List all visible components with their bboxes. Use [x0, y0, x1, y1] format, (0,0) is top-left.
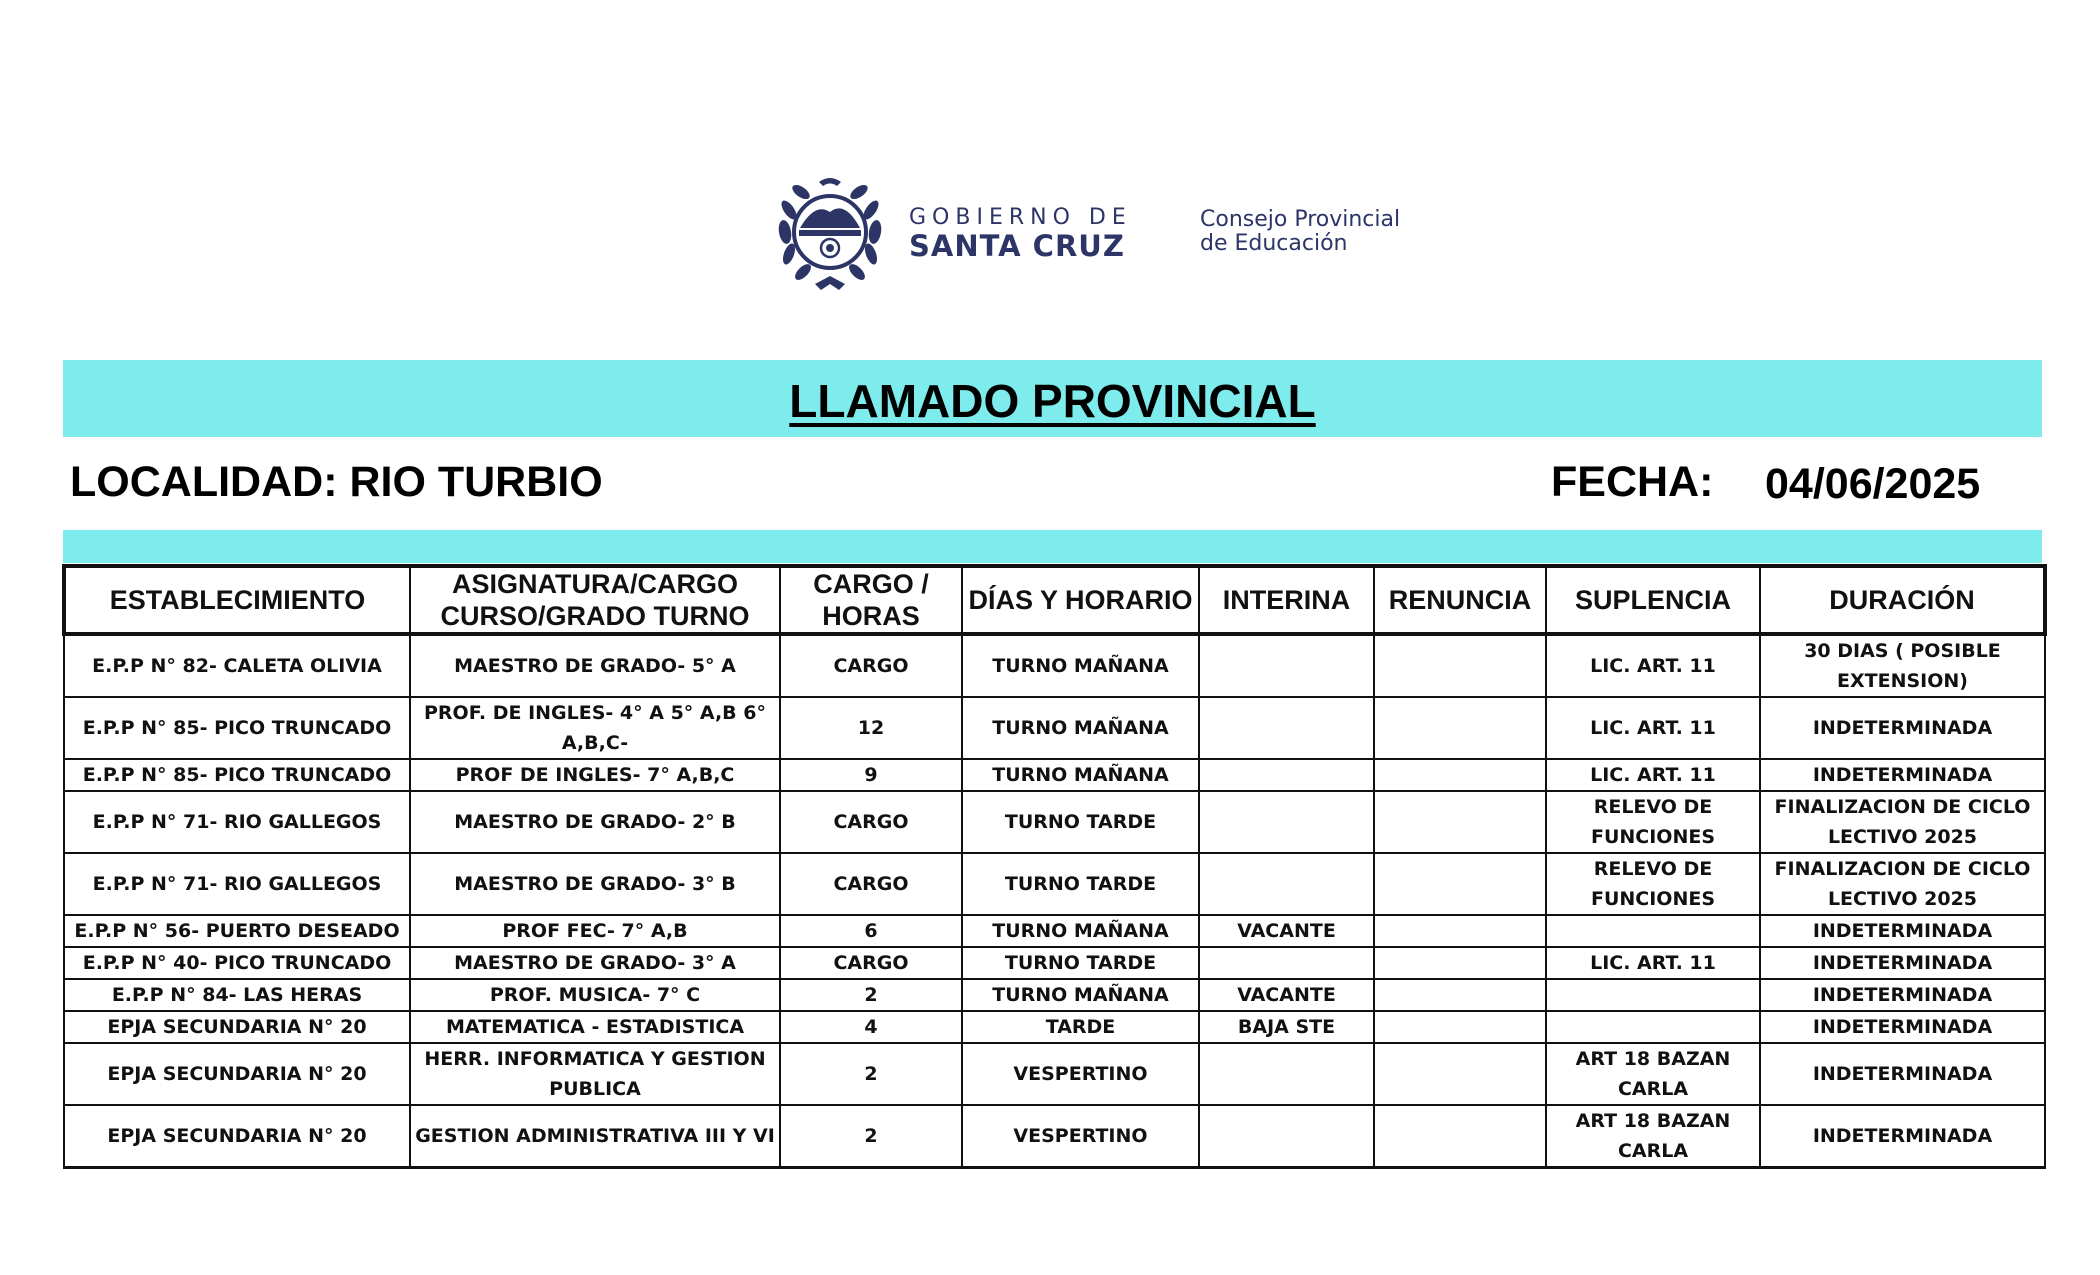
cell-interina — [1199, 1105, 1374, 1168]
cell-dias-horario: TURNO MAÑANA — [962, 697, 1199, 759]
cell-renuncia — [1374, 947, 1546, 979]
cell-asignatura: MAESTRO DE GRADO- 3° B — [410, 853, 780, 915]
cell-renuncia — [1374, 791, 1546, 853]
consejo-line2: de Educación — [1200, 231, 1348, 256]
cell-cargo-horas: 12 — [780, 697, 962, 759]
cell-dias-horario: VESPERTINO — [962, 1043, 1199, 1105]
table-row — [64, 1011, 2045, 1043]
table-row — [64, 1043, 2045, 1105]
cell-asignatura: PROF. DE INGLES- 4° A 5° A,B 6° A,B,C- — [410, 697, 780, 759]
cell-establecimiento: E.P.P N° 85- PICO TRUNCADO — [64, 697, 410, 759]
cell-establecimiento: EPJA SECUNDARIA N° 20 — [64, 1011, 410, 1043]
cell-suplencia — [1546, 979, 1760, 1011]
cell-interina — [1199, 1043, 1374, 1105]
cell-asignatura: PROF. MUSICA- 7° C — [410, 979, 780, 1011]
cell-cargo-horas: 4 — [780, 1011, 962, 1043]
table-row — [64, 853, 2045, 915]
cell-dias-horario: TURNO MAÑANA — [962, 759, 1199, 791]
cell-establecimiento: EPJA SECUNDARIA N° 20 — [64, 1105, 410, 1168]
cell-suplencia: LIC. ART. 11 — [1546, 634, 1760, 697]
col-header-cargo-horas: CARGO / HORAS — [780, 566, 962, 634]
table-header-row — [64, 566, 2045, 634]
cell-cargo-horas: 2 — [780, 1105, 962, 1168]
gobierno-de-text: GOBIERNO DE — [909, 205, 1132, 230]
cell-suplencia: ART 18 BAZAN CARLA — [1546, 1105, 1760, 1168]
localidad-label: LOCALIDAD: RIO TURBIO — [70, 458, 603, 506]
col-header-interina: INTERINA — [1199, 566, 1374, 634]
col-header-duracion: DURACIÓN — [1760, 566, 2045, 634]
table-row — [64, 697, 2045, 759]
cell-duracion: INDETERMINADA — [1760, 759, 2045, 791]
cell-interina: VACANTE — [1199, 979, 1374, 1011]
cell-establecimiento: EPJA SECUNDARIA N° 20 — [64, 1043, 410, 1105]
cell-dias-horario: TURNO MAÑANA — [962, 979, 1199, 1011]
cell-asignatura: PROF FEC- 7° A,B — [410, 915, 780, 947]
cell-renuncia — [1374, 1043, 1546, 1105]
cell-renuncia — [1374, 634, 1546, 697]
cell-dias-horario: TARDE — [962, 1011, 1199, 1043]
consejo-wordmark — [1200, 208, 1400, 256]
cell-asignatura: MATEMATICA - ESTADISTICA — [410, 1011, 780, 1043]
table-row — [64, 915, 2045, 947]
cell-renuncia — [1374, 697, 1546, 759]
cell-cargo-horas: CARGO — [780, 634, 962, 697]
cell-duracion: INDETERMINADA — [1760, 947, 2045, 979]
col-header-establecimiento: ESTABLECIMIENTO — [64, 566, 410, 634]
cell-establecimiento: E.P.P N° 56- PUERTO DESEADO — [64, 915, 410, 947]
cell-establecimiento: E.P.P N° 71- RIO GALLEGOS — [64, 791, 410, 853]
cell-duracion: INDETERMINADA — [1760, 915, 2045, 947]
cell-dias-horario: TURNO TARDE — [962, 791, 1199, 853]
cell-cargo-horas: CARGO — [780, 853, 962, 915]
cell-interina: BAJA STE — [1199, 1011, 1374, 1043]
cell-renuncia — [1374, 853, 1546, 915]
col-header-dias-horario: DÍAS Y HORARIO — [962, 566, 1199, 634]
cell-asignatura: GESTION ADMINISTRATIVA III Y VI — [410, 1105, 780, 1168]
cell-renuncia — [1374, 915, 1546, 947]
cell-suplencia — [1546, 915, 1760, 947]
cell-asignatura: MAESTRO DE GRADO- 3° A — [410, 947, 780, 979]
cell-asignatura: PROF DE INGLES- 7° A,B,C — [410, 759, 780, 791]
cell-duracion: INDETERMINADA — [1760, 697, 2045, 759]
cell-renuncia — [1374, 979, 1546, 1011]
cell-dias-horario: TURNO MAÑANA — [962, 915, 1199, 947]
cell-duracion: INDETERMINADA — [1760, 1043, 2045, 1105]
cell-cargo-horas: CARGO — [780, 947, 962, 979]
cell-renuncia — [1374, 759, 1546, 791]
cell-interina — [1199, 853, 1374, 915]
cell-cargo-horas: 9 — [780, 759, 962, 791]
gobierno-wordmark — [909, 206, 1132, 262]
table-row — [64, 979, 2045, 1011]
cell-suplencia: RELEVO DE FUNCIONES — [1546, 791, 1760, 853]
cell-establecimiento: E.P.P N° 71- RIO GALLEGOS — [64, 853, 410, 915]
table-row — [64, 1105, 2045, 1168]
cell-duracion: INDETERMINADA — [1760, 979, 2045, 1011]
table-row — [64, 634, 2045, 697]
consejo-line1: Consejo Provincial — [1200, 207, 1401, 232]
cell-duracion: FINALIZACION DE CICLO LECTIVO 2025 — [1760, 791, 2045, 853]
header-logo — [775, 172, 1435, 302]
cell-suplencia — [1546, 1011, 1760, 1043]
cell-dias-horario: TURNO TARDE — [962, 853, 1199, 915]
santa-cruz-seal-icon — [775, 172, 885, 294]
cell-renuncia — [1374, 1105, 1546, 1168]
vacancy-table — [62, 564, 2047, 1169]
table-row — [64, 947, 2045, 979]
cell-duracion: 30 DIAS ( POSIBLE EXTENSION) — [1760, 634, 2045, 697]
fecha-value: 04/06/2025 — [1765, 460, 1981, 508]
cell-suplencia: LIC. ART. 11 — [1546, 759, 1760, 791]
col-header-suplencia: SUPLENCIA — [1546, 566, 1760, 634]
table-row — [64, 791, 2045, 853]
cell-asignatura: MAESTRO DE GRADO- 2° B — [410, 791, 780, 853]
cell-duracion: INDETERMINADA — [1760, 1105, 2045, 1168]
cell-suplencia: LIC. ART. 11 — [1546, 697, 1760, 759]
cell-cargo-horas: 6 — [780, 915, 962, 947]
cell-renuncia — [1374, 1011, 1546, 1043]
col-header-asignatura: ASIGNATURA/CARGO CURSO/GRADO TURNO — [410, 566, 780, 634]
cell-interina — [1199, 634, 1374, 697]
table-row — [64, 759, 2045, 791]
cell-duracion: INDETERMINADA — [1760, 1011, 2045, 1043]
cell-suplencia: RELEVO DE FUNCIONES — [1546, 853, 1760, 915]
cell-interina — [1199, 947, 1374, 979]
fecha-label: FECHA: — [1551, 458, 1714, 506]
cell-dias-horario: TURNO MAÑANA — [962, 634, 1199, 697]
cell-cargo-horas: CARGO — [780, 791, 962, 853]
cell-establecimiento: E.P.P N° 84- LAS HERAS — [64, 979, 410, 1011]
page-title: LLAMADO PROVINCIAL — [789, 375, 1316, 427]
cell-asignatura: HERR. INFORMATICA Y GESTION PUBLICA — [410, 1043, 780, 1105]
cell-asignatura: MAESTRO DE GRADO- 5° A — [410, 634, 780, 697]
cell-suplencia: LIC. ART. 11 — [1546, 947, 1760, 979]
santa-cruz-text: SANTA CRUZ — [909, 229, 1125, 263]
cell-establecimiento: E.P.P N° 85- PICO TRUNCADO — [64, 759, 410, 791]
col-header-renuncia: RENUNCIA — [1374, 566, 1546, 634]
cell-cargo-horas: 2 — [780, 979, 962, 1011]
separator-strip — [63, 530, 2042, 563]
cell-cargo-horas: 2 — [780, 1043, 962, 1105]
cell-dias-horario: VESPERTINO — [962, 1105, 1199, 1168]
cell-interina — [1199, 791, 1374, 853]
title-banner — [63, 360, 2042, 437]
cell-interina — [1199, 759, 1374, 791]
cell-establecimiento: E.P.P N° 82- CALETA OLIVIA — [64, 634, 410, 697]
cell-dias-horario: TURNO TARDE — [962, 947, 1199, 979]
cell-interina: VACANTE — [1199, 915, 1374, 947]
cell-duracion: FINALIZACION DE CICLO LECTIVO 2025 — [1760, 853, 2045, 915]
cell-suplencia: ART 18 BAZAN CARLA — [1546, 1043, 1760, 1105]
cell-establecimiento: E.P.P N° 40- PICO TRUNCADO — [64, 947, 410, 979]
cell-interina — [1199, 697, 1374, 759]
